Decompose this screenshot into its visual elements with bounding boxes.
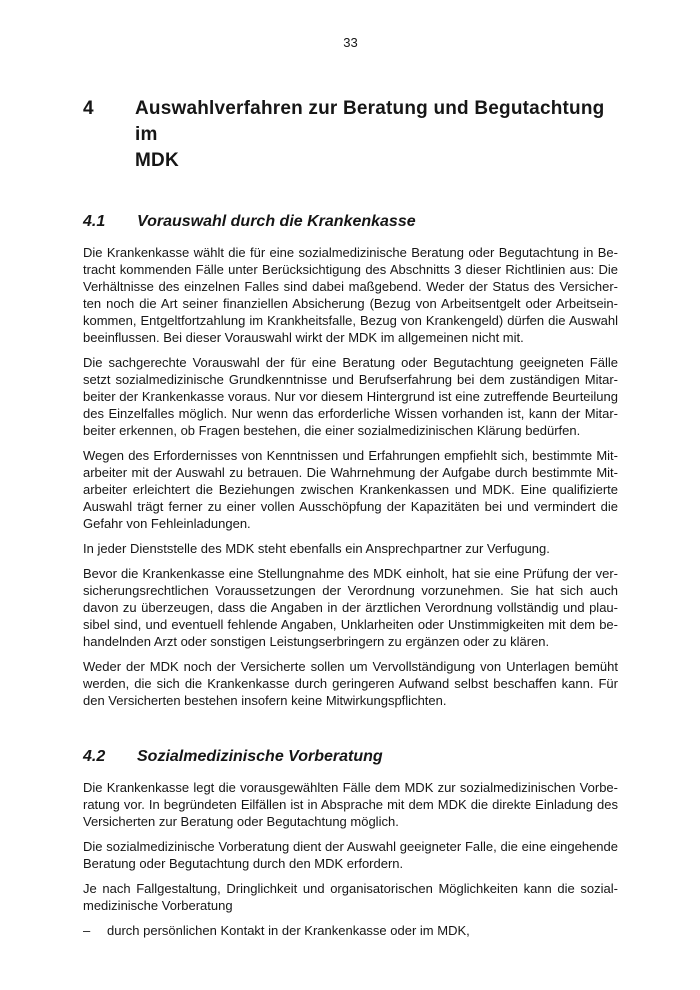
chapter-title-line: MDK xyxy=(135,150,179,171)
text-line: Bevor die Krankenkasse eine Stellungnahme des MDK einholt, hat sie eine Prüfung der ver- xyxy=(83,566,618,581)
paragraph xyxy=(83,244,618,346)
text-line: ratung vor. In begründeten Eilfällen ist in Absprache mit dem MDK die direkte Einladung des xyxy=(83,797,618,812)
text-line: beiter der Krankenkasse voraus. Nur vor diesem Hintergrund ist eine zutreffende Beurteilung xyxy=(83,389,618,404)
list-dash-marker: – xyxy=(83,923,91,938)
section-number: 4.1 xyxy=(83,213,106,230)
section-title: Vorauswahl durch die Krankenkasse xyxy=(137,213,416,230)
text-line: Die sachgerechte Vorauswahl der für eine Beratung oder Begutachtung geeigneten Fälle xyxy=(83,355,618,370)
text-line: sicherungsrechtlichen Voraussetzungen der Verordnung vorzunehmen. Sie hat sich auch xyxy=(83,583,618,598)
text-line: Weder der MDK noch der Versicherte sollen um Vervollständigung von Unterlagen bemüht xyxy=(83,659,618,674)
section-4.1 xyxy=(83,212,618,709)
text-line: setzt sozialmedizinische Grundkenntnisse und Berufserfahrung bei dem zuständigen Mitar- xyxy=(83,372,618,387)
chapter-title xyxy=(135,96,618,174)
paragraph xyxy=(83,565,618,650)
text-line: den Versicherten bestehen insofern keine Mitwirkungspflichten. xyxy=(83,693,447,708)
text-line: beeinflussen. Bei dieser Vorauswahl wirkt der MDK im allgemeinen nicht mit. xyxy=(83,330,524,345)
paragraph xyxy=(83,779,618,830)
text-line: Die Krankenkasse wählt die für eine sozialmedizinische Beratung oder Begutachtung in Be- xyxy=(83,245,618,260)
text-line: handelnden Arzt oder sonstigen Leistungserbringern zu ergänzen oder zu klären. xyxy=(83,634,550,649)
chapter-title-line: Auswahlverfahren zur Beratung und Begutachtung im xyxy=(135,98,605,145)
text-line: tracht kommenden Fälle unter Berücksichtigung des Abschnitts 3 dieser Richtlinien aus: Die xyxy=(83,262,618,277)
paragraph xyxy=(83,658,618,709)
text-line: sibel sind, und eventuell fehlende Angaben, Unklarheiten oder Unstimmigkeiten mit dem be- xyxy=(83,617,618,632)
text-line: medizinische Vorberatung xyxy=(83,898,233,913)
text-line: arbeiter erleichtert die Beziehungen zwischen Krankenkassen und MDK. Eine qualifizierte xyxy=(83,482,618,497)
section-title: Sozialmedizinische Vorberatung xyxy=(137,748,383,765)
paragraph xyxy=(83,354,618,439)
paragraph xyxy=(83,540,618,557)
section-heading xyxy=(83,747,618,767)
text-line: Versicherten zur Beratung oder Begutachtung möglich. xyxy=(83,814,399,829)
text-line: In jeder Dienststelle des MDK steht ebenfalls ein Ansprechpartner zur Verfugung. xyxy=(83,541,550,556)
chapter-heading xyxy=(83,96,618,174)
section-heading xyxy=(83,212,618,232)
text-line: Beratung oder Begutachtung durch den MDK erfordern. xyxy=(83,856,404,871)
text-line: beiter erkennen, ob Fragen bestehen, die einer sozialmedizinischen Klärung bedürfen. xyxy=(83,423,581,438)
text-line: ten noch die Art seiner finanziellen Absicherung (Bezug von Arbeitsentgelt oder Arbeitsein- xyxy=(83,296,618,311)
section-4.2 xyxy=(83,747,618,939)
text-line: werden, die sich die Krankenkasse durch geringeren Aufwand selbst beschaffen kann. Für xyxy=(83,676,618,691)
sections xyxy=(83,212,618,939)
section-number: 4.2 xyxy=(83,748,106,765)
paragraph xyxy=(83,447,618,532)
list-item-text: durch persönlichen Kontakt in der Krankenkasse oder im MDK, xyxy=(107,923,470,938)
chapter-number: 4 xyxy=(83,98,94,119)
text-line: Gefahr von Fehleinladungen. xyxy=(83,516,251,531)
text-line: davon zu überzeugen, dass die Angaben in der ärztlichen Verordnung vollständig und plau- xyxy=(83,600,618,615)
text-line: Die Krankenkasse legt die vorausgewählten Fälle dem MDK zur sozialmedizinischen Vorbe- xyxy=(83,780,618,795)
text-line: kommen, Entgeltfortzahlung im Krankheitsfalle, Bezug von Krankengeld) dürfen die Auswahl xyxy=(83,313,618,328)
page-number: 33 xyxy=(343,35,358,50)
paragraph xyxy=(83,880,618,914)
text-line: des Einzelfalles möglich. Nur wenn das erforderliche Wissen vorhanden ist, kann der Mitar- xyxy=(83,406,618,421)
text-line: Wegen des Erfordernisses von Kenntnissen und Erfahrungen empfiehlt sich, bestimmte Mit- xyxy=(83,448,618,463)
text-line: Auswahl trägt ferner zu einer vollen Ausschöpfung der Kapazitäten bei und vermindert die xyxy=(83,499,618,514)
text-line: Je nach Fallgestaltung, Dringlichkeit und organisatorischen Möglichkeiten kann die sozial- xyxy=(83,881,618,896)
text-line: arbeiter mit der Auswahl zu betrauen. Die Wahrnehmung der Aufgabe durch bestimmte Mit- xyxy=(83,465,618,480)
list-item xyxy=(83,922,618,939)
text-line: Verhältnisse des einzelnen Falles sind dabei maßgebend. Weder der Status des Versicher- xyxy=(83,279,618,294)
text-line: Die sozialmedizinische Vorberatung dient der Auswahl geeigneter Falle, die eine eingehende xyxy=(83,839,618,854)
paragraph xyxy=(83,838,618,872)
